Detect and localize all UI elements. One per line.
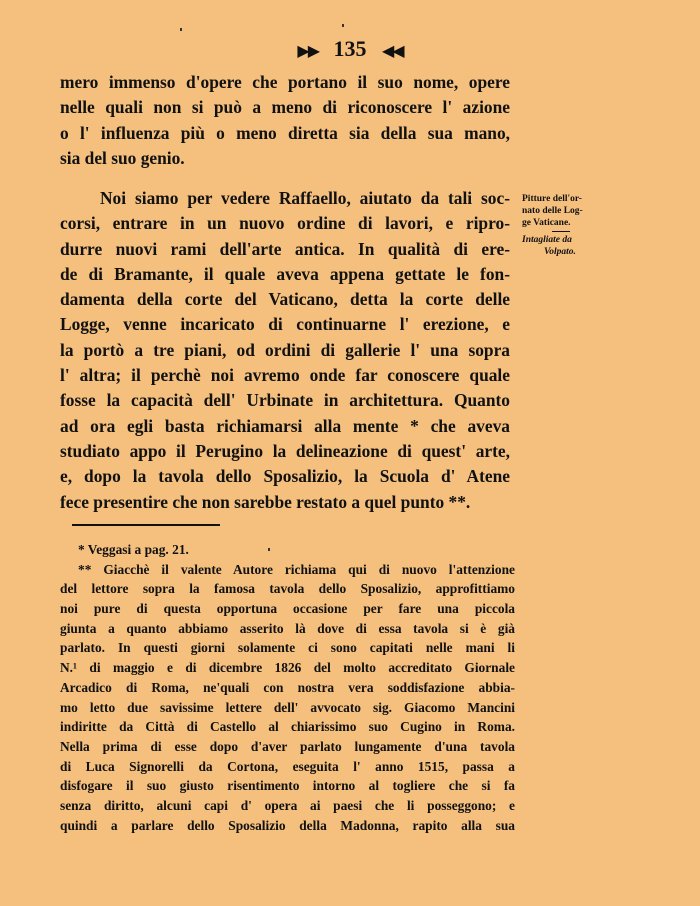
text-line: l' altra; il perchè noi avremo onde far conoscere quale xyxy=(60,365,510,386)
text-line: Noi siamo per vedere Raffaello, aiutato da tali soc- xyxy=(100,188,510,208)
footnote-divider xyxy=(72,524,220,526)
footnote-line: quindi a parlare dello Sposalizio della Madonna, rapito alla sua xyxy=(60,817,515,833)
margin-note-line: ge Vaticane. xyxy=(522,218,571,228)
footnote-line: Nella prima di esse dopo d'aver parlato lungamente d'una tavola xyxy=(60,738,515,754)
footnote-line: senza diritto, alcuni capi d' opera ai paesi che li posseggono; e xyxy=(60,797,515,813)
page-header xyxy=(0,36,700,62)
margin-note-line: Volpato. xyxy=(544,247,576,257)
footnote-line: ** Giacchè il valente Autore richiama qui di nuovo l'attenzione xyxy=(78,561,515,577)
text-line: o l' influenza più o meno diretta sia della sua mano, xyxy=(60,122,510,143)
footnote-line: disfogare il suo giusto risentimento intorno al togliere che si fa xyxy=(60,778,515,794)
margin-note-line: Pitture dell'or- xyxy=(522,194,582,204)
text-line: durre nuovi rami dell'arte antica. In qualità di ere- xyxy=(60,238,510,259)
text-line: sia del suo genio. xyxy=(60,147,185,168)
text-line: de di Bramante, il quale aveva appena gettate le fon- xyxy=(60,263,510,284)
text-line: fosse la capacità dell' Urbinate in architettura. Quanto xyxy=(60,390,510,411)
footnote-line: giunta a quanto abbiamo asserito là dove di essa tavola si è già xyxy=(60,620,515,636)
paper-speck xyxy=(180,28,182,31)
text-line: mero immenso d'opere che portano il suo nome, opere xyxy=(60,72,510,92)
paragraph-continuation xyxy=(60,70,510,171)
text-line: ad ora egli basta richiamarsi alla mente * che aveva xyxy=(60,415,510,436)
footnote-line: di Luca Signorelli da Cortona, eseguita l' anno 1515, passa a xyxy=(60,758,515,774)
text-line: Logge, venne incaricato di continuarne l' erezione, e xyxy=(60,314,510,335)
margin-note-divider xyxy=(552,231,570,232)
footnote-line: N.¹ di maggio e di dicembre 1826 del molto accreditato Giornale xyxy=(60,660,515,676)
marginal-note xyxy=(522,193,612,258)
paper-speck xyxy=(268,548,270,551)
paragraph-main xyxy=(60,186,510,515)
text-line: fece presentire che non sarebbe restato a quel punto **. xyxy=(60,491,471,512)
footnote-line: del lettore sopra la famosa tavola dello Sposalizio, approfittiamo xyxy=(60,581,515,597)
margin-note-line: nato delle Log- xyxy=(522,206,583,216)
text-line: la portò a tre piani, od ordini di gallerie l' una sopra xyxy=(60,339,510,360)
footnote-line: indiritte da Città di Castello al chiarissimo suo Cugino in Roma. xyxy=(60,719,515,735)
text-line: studiato appo il Perugino la delineazione di quest' arte, xyxy=(60,440,510,461)
text-line: e, dopo la tavola dello Sposalizio, la Scuola d' Atene xyxy=(60,466,510,487)
paper-speck xyxy=(342,24,344,27)
footnote-line: mo letto due savissime lettere dell' avvocato sig. Giacomo Mancini xyxy=(60,699,515,715)
footnote-line: parlato. In questi giorni solamente ci sono capitati nelle mani li xyxy=(60,640,515,656)
footnote-line: * Veggasi a pag. 21. xyxy=(78,542,189,557)
text-line: nelle quali non si può a meno di riconoscere l' azione xyxy=(60,97,510,118)
left-ornament-icon: ▶▶ xyxy=(297,43,318,60)
text-line: corsi, entrare in un nuovo ordine di lavori, e ripro- xyxy=(60,213,510,234)
footnote-line: Arcadico di Roma, ne'quali con nostra vera soddisfazione abbia- xyxy=(60,679,515,695)
footnote-line: noi pure di questa opportuna occasione per fare una piccola xyxy=(60,601,515,617)
margin-note-line: Intagliate da xyxy=(522,235,572,245)
text-line: damenta della corte del Vaticano, detta la corte delle xyxy=(60,289,510,310)
right-ornament-icon: ◀◀ xyxy=(382,43,403,60)
footnotes xyxy=(60,540,515,835)
page-number: 135 xyxy=(333,36,367,61)
